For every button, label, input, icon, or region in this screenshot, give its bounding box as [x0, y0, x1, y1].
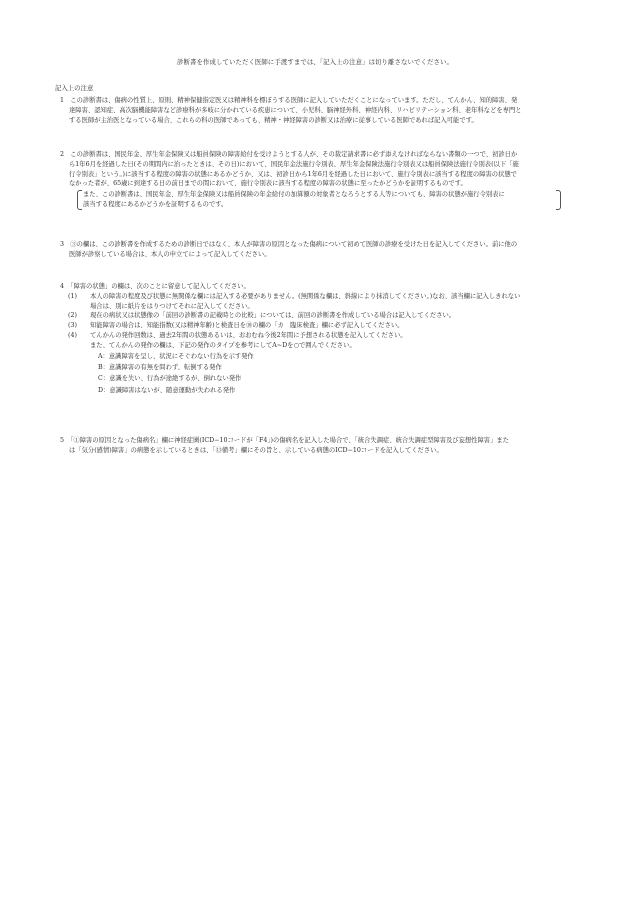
- note-item-4-title: 4 「障害の状態」の欄は、次のことに留意して記入してください。: [60, 283, 250, 290]
- note-line: 1 この診断書は、傷病の性質上、原則、精神保健指定医又は精神科を標ぼうする医師に記入していただくことになっています。ただし、てんかん、知的障害、発: [60, 97, 518, 104]
- note-line: 行令別表」という。)に該当する程度の障害の状態にあるかどうか、又は、初診日から1年6月を経過した日において、施行令別表に該当する程度の障害の状態で: [69, 170, 517, 178]
- sub-item-1: [68, 292, 580, 302]
- note-line: 本人の障害の程度及び状態に無関係な欄には記入する必要がありません。(無関係な欄は、斜線により抹消してください。)なお、該当欄に記入しきれない: [90, 292, 521, 300]
- sub-item-number: (2): [68, 312, 77, 320]
- seizure-type-c: C：意識を失い、行為が途絶するが、倒れない発作: [98, 375, 242, 383]
- note-line: 医師が診察している場合は、本人の申立てによって記入してください。: [69, 250, 271, 258]
- note-line: は「気分(感情)障害」の病態を示しているときは、「⑬備考」欄にその旨と、示している病態のICD−10コードを記入してください。: [69, 446, 443, 454]
- note-line: 場合は、別に紙片をはりつけてそれに記入してください。: [90, 302, 254, 310]
- section-title: 記入上の注意: [55, 84, 94, 92]
- bracketed-note: [77, 190, 561, 210]
- note-line: ら1年6月を経過した日(その期間内に治ったときは、その日)において、国民年金法施行令別表、厚生年金保険法施行令別表又は船員保険法施行令別表(以下「施: [69, 160, 519, 168]
- seizure-type-a: A：意識障害を呈し、状況にそぐわない行為を示す発作: [98, 352, 254, 360]
- sub-item-3: [68, 321, 580, 331]
- seizure-type-d: D：意識障害はないが、随意運動が失われる発作: [98, 386, 236, 394]
- sub-item-number: (1): [68, 292, 77, 300]
- note-item-3: [60, 240, 580, 260]
- note-item-5: [60, 436, 580, 456]
- note-item-2: [60, 150, 580, 210]
- note-line: なかった者が、65歳に到達する日の前日までの間において、施行令別表に該当する程度の障害の状態に至ったかどうかを証明するものです。: [69, 180, 467, 188]
- note-line: また、この診断書は、国民年金、厚生年金保険又は船員保険の年金給付の加算額の対象者となろうとする人等についても、障害の状態が施行令別表に: [83, 191, 505, 198]
- sub-item-list: [68, 292, 580, 396]
- note-line: 3 ③の欄は、この診断書を作成するための診断日ではなく、本人が障害の原因となった傷病について初めて医師の診療を受けた日を記入してください。前に他の: [60, 241, 518, 248]
- sub-item-number: (4): [68, 331, 77, 339]
- note-line: する医師が主治医となっている場合、これらの科の医師であっても、精神・神経障害の診断又は治療に従事している医師であれば記入可能です。: [69, 116, 478, 124]
- note-line: 2 この診断書は、国民年金、厚生年金保険又は船員保険の障害給付を受けようとする人が、その裁定請求書に必ず添えなければならない書類の一つで、初診日か: [60, 151, 518, 158]
- note-item-4: [60, 282, 580, 397]
- note-item-1: [60, 96, 580, 125]
- note-line: また、てんかんの発作の欄は、下記の発作のタイプを参考にしてA~Dを○で囲んでください。: [90, 341, 356, 349]
- note-line: てんかんの発作回数は、過去2年間の状態あるいは、おおむね今後2年間に予想される状態を記入してください。: [90, 331, 407, 339]
- note-line: 知能障害の場合は、知能指数(又は精神年齢)と検査日を⑩の欄の「カ 臨床検査」欄に必ず記入してください。: [90, 322, 404, 329]
- note-line: 該当する程度にあるかどうかを証明するものです。: [83, 200, 228, 208]
- detach-notice: 診断書を作成していただく医師に手渡すまでは、「記入上の注意」は切り離さないでください。: [177, 58, 453, 66]
- seizure-type-list: [68, 352, 580, 396]
- sub-item-2: [68, 311, 580, 321]
- note-line: 5 「①障害の原因となった傷病名」欄に神経症圏(ICD−10コードが「F4」)の傷病名を記入した場合で、「統合失調症、統合失調症型障害及び妄想性障害」また: [60, 437, 509, 444]
- sub-item-number: (3): [68, 322, 77, 329]
- note-line: 達障害、認知症、高次脳機能障害など診療科が多岐に分かれている疾患について、小児科、脳神経外科、神経内科、リハビリテーション科、老年科などを専門と: [69, 106, 522, 114]
- note-line: 現在の病状又は状態像の「前回の診断書の記載時との比較」については、前回の診断書を作成している場合は記入してください。: [90, 312, 456, 320]
- sub-item-4: [68, 331, 580, 341]
- seizure-type-b: B：意識障害の有無を問わず、転倒する発作: [98, 364, 222, 371]
